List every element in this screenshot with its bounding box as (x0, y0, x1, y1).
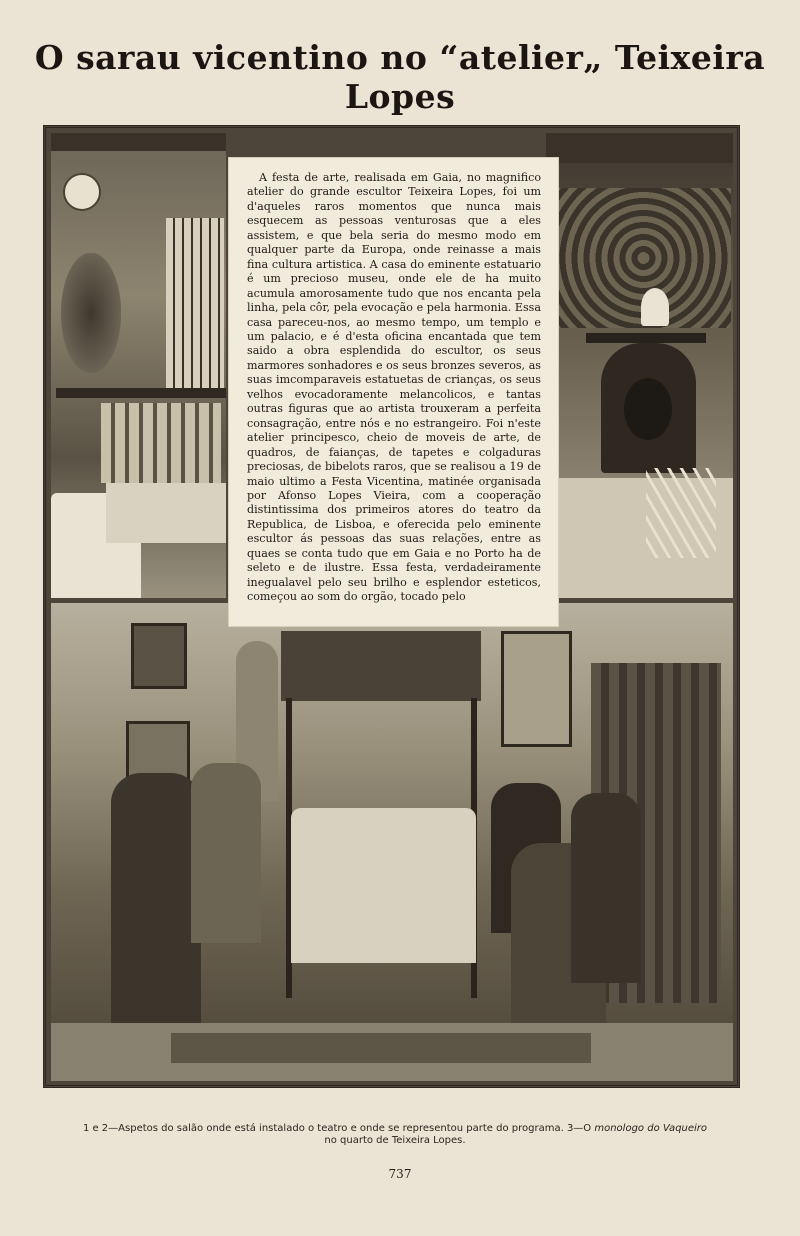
caption-line1: 1 e 2—Aspetos do salão onde está instalado o teatro e onde se representou parte do programa. 3—O (82, 1123, 595, 1134)
photo-salon-right (546, 133, 733, 598)
page-number: 737 (388, 1167, 412, 1181)
photo-caption (50, 1123, 740, 1147)
caption-line2: no quarto de Teixeira Lopes. (324, 1135, 466, 1146)
photo-bedroom-scene (51, 603, 733, 1081)
page-title: O sarau vicentino no “atelier„ Teixeira Lopes (34, 38, 766, 116)
article-text: A festa de arte, realisada em Gaia, no magnifico atelier do grande escultor Teixeira Lopes, foi um d'aqueles raros momentos que nunca mais esquecem as pessoas venturosas que a eles assistem, e que bela seria do mesmo modo em qualquer parte da Europa, onde reinasse a mais fina cultura artistica. A casa do eminente estatuario é um precioso museu, onde ele de ha muito acumula amorosamente tudo que nos encanta pela linha, pela côr, pela evocação e pela harmonia. Essa casa pareceu-nos, ao mesmo tempo, um templo e um palacio, e é d'esta oficina encantada que tem saido a obra esplendida do escultor, os seus marmores sonhadores e os seus bronzes severos, as suas imcomparaveis estatuetas de crianças, os seus velhos evocadoramente melancolicos, e tantas outras figuras que ao artista trouxeram a perfeita consagração, entre nós e no estrangeiro. Foi n'este atelier principesco, cheio de moveis de arte, de quadros, de faianças, de tapetes e colgaduras preciosas, de bibelots raros, que se realisou a 19 de maio ultimo a Festa Vicentina, matinée organisada por Afonso Lopes Vieira, com a cooperação distintissima dos primeiros atores do teatro da Republica, de Lisboa, e oferecida pelo eminente escultor ás pessoas das suas relações, entre as quaes se conta tudo que em Gaia e no Porto ha de seleto e de ilustre. Essa festa, verdadeiramente inegualavel pelo seu brilho e esplendor esteticos, começou ao som do orgão, tocado pelo (247, 171, 541, 604)
photo-salon-left (51, 133, 226, 598)
photo-frame (43, 125, 740, 1088)
article-text-panel (229, 158, 558, 626)
caption-italic: monologo do Vaqueiro (594, 1123, 708, 1134)
